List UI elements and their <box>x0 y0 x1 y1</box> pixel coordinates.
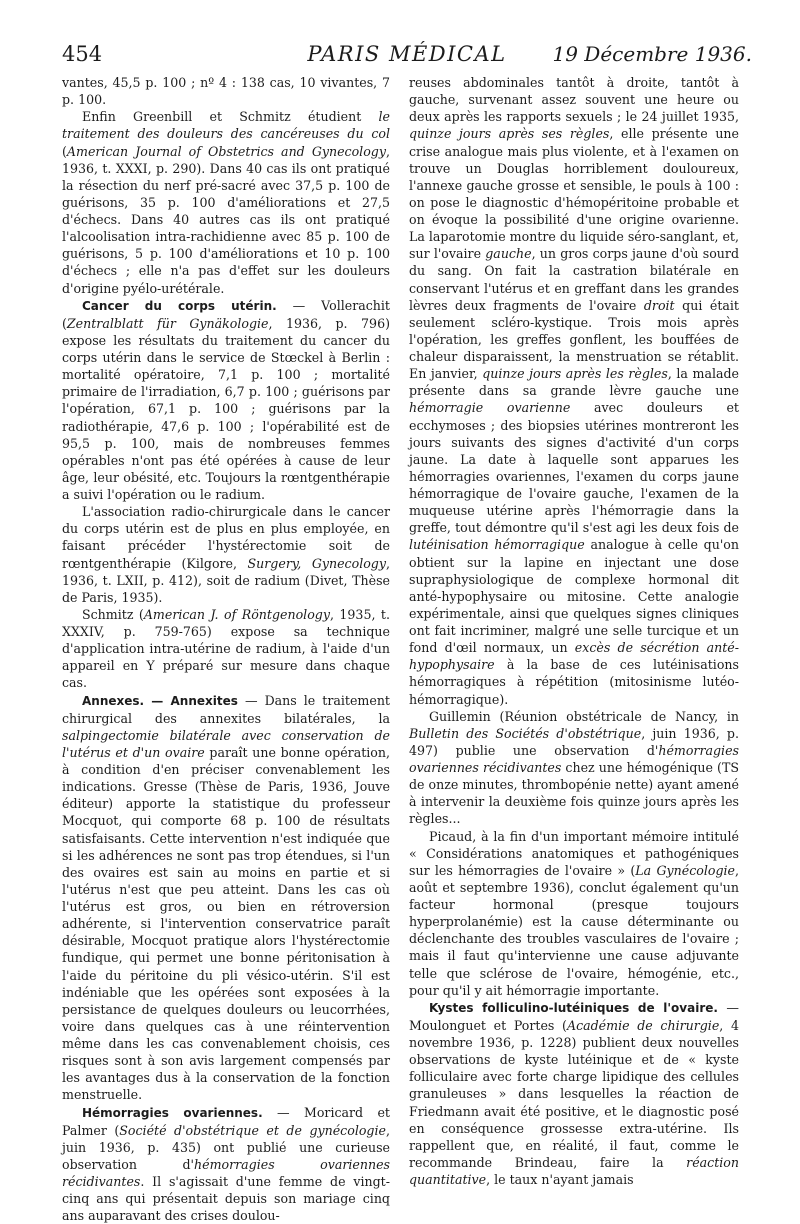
section-heading: Annexes. — Annexites <box>82 694 238 708</box>
paragraph: Annexes. — Annexites — Dans le traitement chirurgical des annexites bilatérales, la salpingectomie bilatérale avec conservation de l'utérus et d'un ovaire paraît une bonne opération, à condition d'en préciser convenablement les indications. Gresse (Thèse de Paris, 1936, Jouve éditeur) apporte la statistique du professeur Mocquot, qui comporte 68 p. 100 de résultats satisfaisants. Cette intervention n'est indiquée que si les adhérences ne sont pas trop étendues, si l'un des ovaires est sain au moins en partie et si l'utérus n'est que peu atteint. Dans les cas où l'utérus est gros, ou bien en rétroversion adhérente, si l'intervention conservatrice paraît désirable, Mocquot pratique alors l'hystérectomie fundique, qui permet une bonne péritonisation à l'aide du péritoine du pli vésico-utérin. S'il est indéniable que les opérées sont exposées à la persistance de quelques douleurs ou leucorrhées, voire dans quelques cas à une réintervention même dans les cas convenablement choisis, ces risques sont à son avis largement compensés par les avantages dus à la conservation de la fonction menstruelle. <box>62 692 390 1104</box>
paragraph: Guillemin (Réunion obstétricale de Nancy, in Bulletin des Sociétés d'obstétrique, juin 1936, p. 497) publie une observation d'hémorragies ovariennes récidivantes chez une hémogénique (TS de onze minutes, thrombopénie nette) ayant amené à intervenir la deuxième fois quinze jours après les règles... <box>409 708 739 828</box>
running-header <box>62 42 752 74</box>
section-heading: Kystes folliculino-lutéiniques de l'ovaire. <box>429 1001 718 1015</box>
right-column <box>409 74 739 1188</box>
section-heading: Cancer du corps utérin. <box>82 299 277 313</box>
section-heading: Hémorragies ovariennes. <box>82 1106 263 1120</box>
page-number: 454 <box>62 42 102 66</box>
issue-date: 19 Décembre 1936. <box>553 42 753 66</box>
paragraph: Schmitz (American J. of Röntgenology, 1935, t. XXXIV, p. 759-765) expose sa technique d'application intra-utérine de radium, à l'aide d'un appareil en Y préparé sur mesure dans chaque cas. <box>62 606 390 692</box>
journal-title: PARIS MÉDICAL <box>62 42 752 66</box>
paragraph: Enfin Greenbill et Schmitz étudient le traitement des douleurs des cancéreuses du col (American Journal of Obstetrics and Gynecology, 1936, t. XXXI, p. 290). Dans 40 cas ils ont pratiqué la résection du nerf pré-sacré avec 37,5 p. 100 de guérisons, 35 p. 100 d'améliorations et 27,5 d'échecs. Dans 40 autres cas ils ont pratiqué l'alcoolisation intra-rachidienne avec 85 p. 100 de guérisons, 5 p. 100 d'améliorations et 10 p. 100 d'échecs ; elle n'a pas d'effet sur les douleurs d'origine pyélo-urétérale. <box>62 108 390 296</box>
paragraph: reuses abdominales tantôt à droite, tantôt à gauche, survenant assez souvent une heure ou deux après les rapports sexuels ; le 24 juillet 1935, quinze jours après ses règles, elle présente une crise analogue mais plus violente, et à l'examen on trouve un Douglas horriblement douloureux, l'annexe gauche grosse et sensible, le pouls à 100 : on pose le diagnostic d'hémopéritoine probable et on évoque la possibilité d'une origine ovarienne. La laparotomie montre du liquide séro-sanglant, et, sur l'ovaire gauche, un gros corps jaune d'où sourd du sang. On fait la castration bilatérale en conservant l'utérus et en greffant dans les grandes lèvres deux fragments de l'ovaire droit qui était seulement scléro-kystique. Trois mois après l'opération, les greffes gonflent, les bouffées de chaleur disparaissent, la menstruation se rétablit. En janvier, quinze jours après les règles, la malade présente dans sa grande lèvre gauche une hémorragie ovarienne avec douleurs et ecchymoses ; des biopsies utérines montreront les jours suivants des signes d'activité d'un corps jaune. La date à laquelle sont apparues les hémorragies ovariennes, l'examen du corps jaune hémorragique de l'ovaire gauche, l'examen de la muqueuse utérine après l'hémorragie dans la greffe, tout démontre qu'il s'est agi les deux fois de lutéinisation hémorragique analogue à celle qu'on obtient sur la lapine en injectant une dose supraphysiologique de complexe hormonal dit anté-hypophysaire ou mitosine. Cette analogie expérimentale, ainsi que quelques signes cliniques ont fait incriminer, malgré une selle turcique et un fond d'œil normaux, un excès de sécrétion anté-hypophysaire à la base de ces lutéinisations hémorragiques à répétition (mitosinisme lutéo-hémorragique). <box>409 74 739 708</box>
paragraph: Picaud, à la fin d'un important mémoire intitulé « Considérations anatomiques et pathogéniques sur les hémorragies de l'ovaire » (La Gynécologie, août et septembre 1936), conclut également qu'un facteur hormonal (presque toujours hyperprolanémie) est la cause déterminante ou déclenchante des troubles vasculaires de l'ovaire ; mais il faut qu'intervienne une cause adjuvante telle que sclérose de l'ovaire, hémogénie, etc., pour qu'il y ait hémorragie importante. <box>409 828 739 999</box>
left-column <box>62 74 390 1224</box>
paragraph: Hémorragies ovariennes. — Moricard et Palmer (Société d'obstétrique et de gynécologie, juin 1936, p. 435) ont publié une curieuse observation d'hémorragies ovariennes récidivantes. Il s'agissait d'une femme de vingt-cinq ans qui présentait depuis son mariage cinq ans auparavant des crises doulou- <box>62 1104 390 1224</box>
paragraph: Kystes folliculino-lutéiniques de l'ovaire. — Moulonguet et Portes (Académie de chirurgie, 4 novembre 1936, p. 1228) publient deux nouvelles observations de kyste lutéinique et de « kyste folliculaire avec forte charge lipidique des cellules granuleuses » dans lesquelles la réaction de Friedmann avait été positive, et le diagnostic posé en conséquence grossesse extra-utérine. Ils rappellent que, en réalité, il faut, comme le recommande Brindeau, faire la réaction quantitative, le taux n'ayant jamais <box>409 999 739 1188</box>
paragraph: L'association radio-chirurgicale dans le cancer du corps utérin est de plus en plus employée, en faisant précéder l'hystérectomie soit de rœntgenthérapie (Kilgore, Surgery, Gynecology, 1936, t. LXII, p. 412), soit de radium (Divet, Thèse de Paris, 1935). <box>62 503 390 606</box>
paragraph: Cancer du corps utérin. — Vollerachit (Zentralblatt für Gynäkologie, 1936, p. 796) expose les résultats du traitement du cancer du corps utérin dans le service de Stœckel à Berlin : mortalité opératoire, 7,1 p. 100 ; mortalité primaire de l'irradiation, 6,7 p. 100 ; guérisons par l'opération, 67,1 p. 100 ; guérisons par la radiothérapie, 47,6 p. 100 ; l'opérabilité est de 95,5 p. 100, mais de nombreuses femmes opérables n'ont pas été opérées à cause de leur âge, leur obésité, etc. Toujours la rœntgenthérapie a suivi l'opération ou le radium. <box>62 297 390 504</box>
paragraph: vantes, 45,5 p. 100 ; nº 4 : 138 cas, 10 vivantes, 7 p. 100. <box>62 74 390 108</box>
